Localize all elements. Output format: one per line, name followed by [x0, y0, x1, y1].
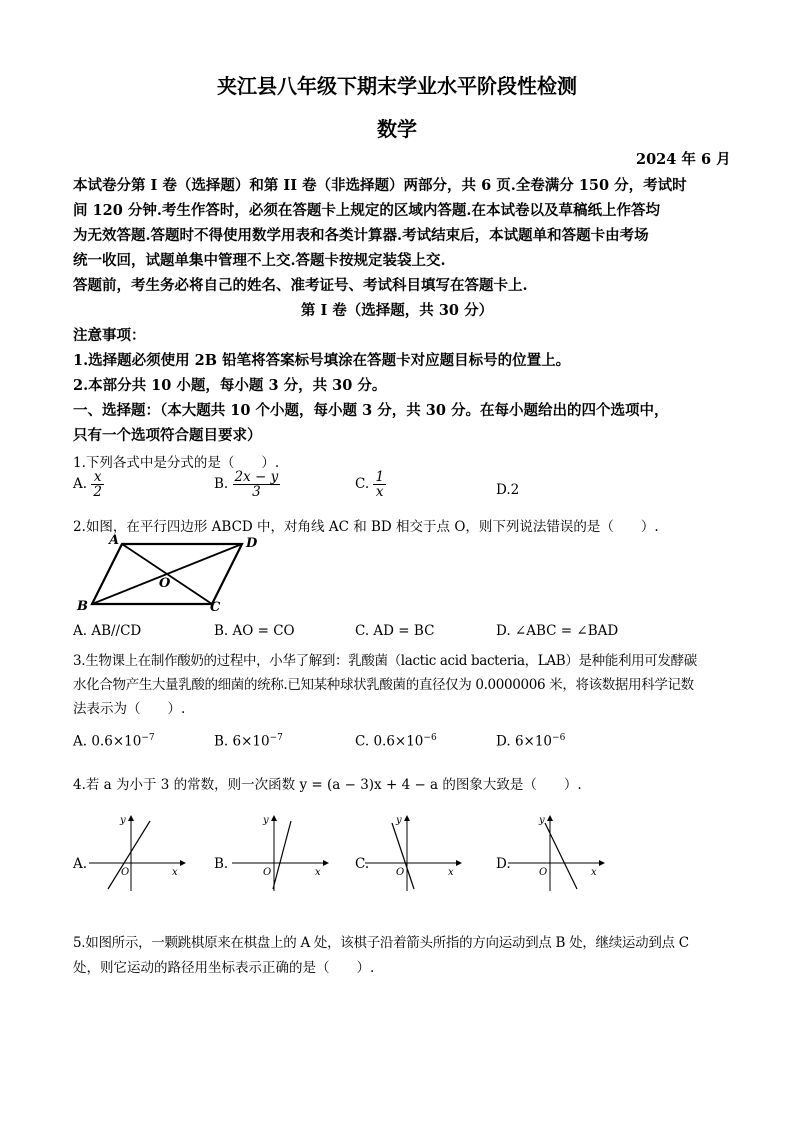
q3-option-b: B. $6\times 10^{-7}$ [214, 733, 283, 750]
exam-date: 2024 年 6 月 [636, 151, 731, 168]
q2-option-b: B. AO = CO [214, 623, 295, 639]
q1-option-a: A. $\frac{x}{2}$ [73, 469, 102, 501]
q3-line: 法表示为（ ）. [73, 701, 186, 717]
q2-option-a: A. AB//CD [73, 623, 142, 639]
svg-text:x: x [591, 867, 597, 878]
vertex-label-c: C [210, 600, 221, 615]
q5-line: 处，则它运动的路径用坐标表示正确的是（ ）. [73, 960, 375, 976]
q4-option-d-label: D. [496, 856, 511, 872]
intro-line: 为无效答题.答题时不得使用数学用表和各类计算器.考试结束后，本试题单和答题卡由考场 [73, 227, 649, 244]
part1-heading: 第 I 卷（选择题，共 30 分） [300, 302, 494, 319]
svg-text:y: y [120, 815, 126, 826]
svg-text:y: y [396, 815, 402, 826]
q4-graph-c [362, 813, 462, 893]
section-heading: 一、选择题：（本大题共 10 个小题，每小题 3 分，共 30 分。在每小题给出的四个选项中， [73, 402, 669, 419]
q4-option-c-label: C. [355, 856, 370, 872]
q4-graph-a [86, 813, 186, 893]
q3-option-c: C. $0.6\times 10^{-6}$ [355, 733, 437, 750]
exam-subject: 数学 [377, 117, 417, 141]
parallelogram-figure [70, 532, 270, 616]
q3-line: 水化合物产生大量乳酸的细菌的统称.已知某种球状乳酸菌的直径仅为 0.0000006 米，将该数据用科学记数 [73, 677, 694, 693]
svg-text:x: x [172, 867, 178, 878]
q4-stem: 4.若 a 为小于 3 的常数，则一次函数 y = (a − 3)x + 4 − a 的图象大致是（ ）. [73, 777, 582, 793]
svg-text:y: y [263, 815, 269, 826]
q1-option-c: C. $\frac{1}{x}$ [355, 469, 385, 501]
q2-option-c: C. AD = BC [355, 623, 435, 639]
svg-text:y: y [539, 815, 545, 826]
notes-heading: 注意事项： [73, 327, 146, 344]
note-item: 2.本部分共 10 小题，每小题 3 分，共 30 分。 [73, 377, 387, 394]
vertex-label-a: A [109, 533, 120, 548]
q2-option-d: D. ∠ABC = ∠BAD [496, 623, 619, 639]
section-heading: 只有一个选项符合题目要求） [73, 427, 262, 444]
q1-option-d: D.2 [496, 482, 520, 498]
svg-text:O: O [539, 867, 548, 878]
svg-text:O: O [396, 867, 405, 878]
q5-line: 5.如图所示，一颗跳棋原来在棋盘上的 A 处，该棋子沿着箭头所指的方向运动到点 B 处，继续运动到点 C [73, 935, 689, 951]
vertex-label-b: B [77, 599, 88, 614]
svg-text:O: O [263, 867, 272, 878]
svg-text:x: x [315, 867, 321, 878]
q3-line: 3.生物课上在制作酸奶的过程中，小华了解到：乳酸菌（lactic acid bacteria，LAB）是种能利用可发酵碳 [73, 653, 697, 669]
q4-option-b-label: B. [214, 856, 229, 872]
q1-option-b: B. $\frac{2x - y}{3}$ [214, 469, 279, 501]
q4-option-a-label: A. [73, 856, 88, 872]
intro-line: 统一收回，试题单集中管理不上交.答题卡按规定装袋上交. [73, 252, 446, 269]
q1-stem: 1.下列各式中是分式的是（ ）. [73, 455, 280, 471]
intro-line: 间 120 分钟.考生作答时，必须在答题卡上规定的区域内答题.在本试卷以及草稿纸上作答均 [73, 202, 660, 219]
q4-graph-b [229, 813, 329, 893]
exam-title: 夹江县八年级下期末学业水平阶段性检测 [217, 74, 577, 98]
intro-line: 本试卷分第 I 卷（选择题）和第 II 卷（非选择题）两部分，共 6 页.全卷满分 150 分，考试时 [73, 177, 687, 194]
svg-text:O: O [121, 867, 130, 878]
q3-option-a: A. $0.6\times 10^{-7}$ [73, 733, 155, 750]
center-label-o: O [159, 576, 171, 591]
q3-option-d: D. $6\times 10^{-6}$ [496, 733, 566, 750]
note-item: 1.选择题必须使用 2B 铅笔将答案标号填涂在答题卡对应题目标号的位置上。 [73, 352, 571, 369]
vertex-label-d: D [246, 536, 258, 551]
intro-line: 答题前，考生务必将自己的姓名、准考证号、考试科目填写在答题卡上. [73, 277, 528, 294]
svg-text:x: x [448, 867, 454, 878]
q4-graph-d [505, 813, 605, 893]
q2-stem: 2.如图，在平行四边形 ABCD 中，对角线 AC 和 BD 相交于点 O，则下列说法错误的是（ ）. [73, 519, 659, 535]
